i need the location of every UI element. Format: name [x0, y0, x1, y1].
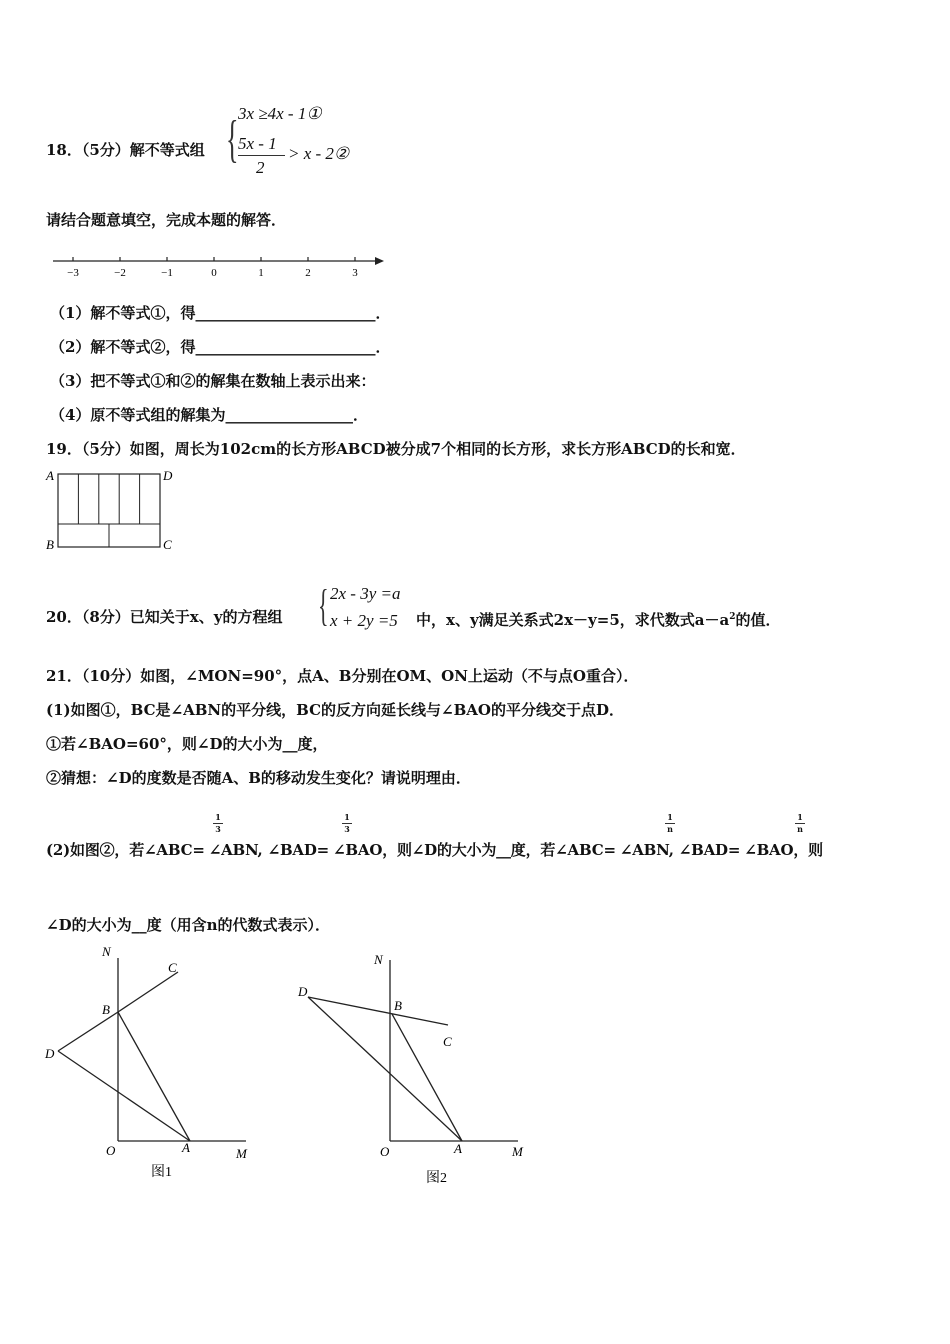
fig1-label-D: D — [45, 1046, 55, 1061]
q18-brace: { — [226, 111, 239, 168]
fig2-label-B: B — [394, 998, 402, 1013]
q20-suffix-1: 中，x、y满足关系式2x－y=5，求代数式a－a — [416, 611, 730, 629]
q18-item-4: （4）原不等式组的解集为_________________． — [50, 406, 368, 424]
fig2-label-M: M — [512, 1144, 523, 1159]
q20-suffix — [416, 607, 780, 630]
q18-item-2: （2）解不等式②，得________________________． — [50, 338, 391, 356]
q18-item-1: （1）解不等式①，得________________________． — [50, 304, 391, 322]
q18-eq2-rest: > x - 2② — [288, 144, 350, 163]
q21-line4: ②猜想：∠D的度数是否随A、B的移动发生变化？请说明理由． — [46, 769, 471, 787]
label-A: A — [46, 468, 54, 483]
q18-eq1: 3x ≥4x - 1① — [238, 104, 322, 123]
q21-line5-e: ∠BAO，则 — [744, 841, 823, 859]
q21-line3: ①若∠BAO=60°，则∠D的大小为__度， — [46, 735, 328, 753]
q19-rectangle-figure — [44, 468, 184, 556]
number-line-tick-label: 2 — [305, 267, 311, 279]
number-line-tick-label: −2 — [114, 267, 126, 279]
q20-brace: { — [318, 581, 329, 630]
q20-eq2: x + 2y =5 — [330, 611, 398, 630]
q21-line5-c: ∠BAO，则∠D的大小为__度，若∠ABC= — [333, 841, 616, 859]
fig1-label-O: O — [106, 1143, 116, 1158]
fig1-label-N: N — [102, 944, 111, 959]
fig1-label-B: B — [102, 1002, 110, 1017]
figure-2 — [290, 940, 540, 1190]
fig1-label-M: M — [236, 1146, 247, 1161]
q18-prefix: 18．（5分）解不等式组 — [46, 141, 205, 159]
q21-line6: ∠D的大小为__度（用含n的代数式表示）． — [46, 916, 330, 934]
number-line-tick-label: −1 — [161, 267, 173, 279]
q18-fraction-bar — [238, 155, 285, 156]
q21-line5-a: (2)如图②，若∠ABC= — [46, 841, 205, 859]
fig1-label-A: A — [182, 1140, 190, 1155]
q18-instruction: 请结合题意填空，完成本题的解答． — [46, 211, 287, 229]
q21-line5-d: ∠ABN, ∠BAD= — [619, 841, 741, 859]
label-D: D — [163, 468, 173, 483]
fraction-1-n-a: 1 n — [665, 813, 675, 834]
fig2-label-D: D — [298, 984, 308, 999]
number-line-tick-label: 0 — [211, 267, 217, 279]
fig2-label-C: C — [443, 1034, 452, 1049]
q20-suffix-2: 的值． — [735, 611, 781, 629]
q21-line5 — [46, 840, 823, 860]
number-line — [50, 250, 390, 284]
figure-1 — [40, 940, 270, 1185]
number-line-tick-label: 1 — [258, 267, 264, 279]
q21-line2: (1)如图①，BC是∠ABN的平分线，BC的反方向延长线与∠BAO的平分线交于点D． — [46, 701, 624, 719]
q18-item-3: （3）把不等式①和②的解集在数轴上表示出来： — [50, 372, 376, 390]
number-line-tick-label: 3 — [352, 267, 358, 279]
fig2-label-O: O — [380, 1144, 390, 1159]
q19-text: 19．（5分）如图，周长为102cm的长方形ABCD被分成7个相同的长方形，求长方形ABCD的长和宽． — [46, 440, 746, 458]
fraction-1-n-b: 1 n — [795, 813, 805, 834]
number-line-tick-label: −3 — [67, 267, 79, 279]
label-C: C — [163, 537, 172, 552]
fraction-1-3-a: 1 3 — [213, 813, 223, 834]
fig1-caption: 图1 — [151, 1165, 172, 1180]
q21-line1: 21．（10分）如图，∠MON=90°，点A、B分别在OM、ON上运动（不与点O重合）． — [46, 667, 639, 685]
fig1-label-C: C — [168, 960, 177, 975]
q21-line5-b: ∠ABN, ∠BAD= — [208, 841, 330, 859]
fig2-caption: 图2 — [426, 1171, 447, 1186]
label-B: B — [46, 537, 54, 552]
fig2-label-A: A — [454, 1141, 462, 1156]
q18-eq2-denominator: 2 — [256, 158, 265, 177]
q20-prefix: 20．（8分）已知关于x、y的方程组 — [46, 608, 283, 626]
q18-eq2-numerator: 5x - 1 — [238, 134, 277, 153]
q20-eq1: 2x - 3y =a — [330, 584, 401, 603]
fraction-1-3-b: 1 3 — [342, 813, 352, 834]
fig2-label-N: N — [374, 952, 383, 967]
q20-superscript: 2 — [729, 612, 736, 622]
